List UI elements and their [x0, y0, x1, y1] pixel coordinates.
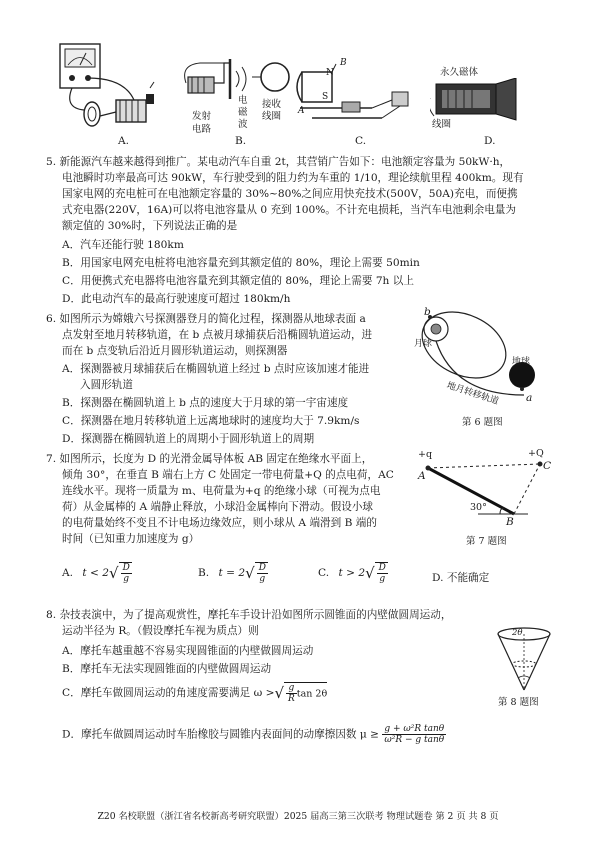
q8-opt-d-den: ω²R − g tanθ: [384, 735, 445, 745]
fig7-label-B: B: [506, 516, 514, 528]
q7-opt-a-den: g: [123, 574, 130, 584]
q6-option-d: D．探测器在椭圆轨道上的周期小于圆形轨道上的周期: [62, 433, 315, 445]
top-figures: [0, 0, 596, 150]
q8-option-c: [62, 682, 327, 704]
fig7-caption: 第 7 题图: [466, 536, 507, 547]
q6-option-a-cont: 入圆形轨道: [80, 379, 133, 391]
sqrt-symbol: √: [245, 564, 255, 582]
fig6-label-b: b: [424, 306, 431, 318]
q7-opt-a-num: D: [122, 563, 130, 573]
q7-line-2: 倾角 30°，在垂直 B 端右上方 C 处固定一带电荷量+Q 的点电荷，AC: [62, 469, 394, 481]
figure-b-label: B.: [235, 135, 247, 147]
q5-line-3: 国家电网的充电桩可在电池额定容量的 30%~80%之间应用快充技术(500V，50A)充电，而便携: [62, 188, 518, 200]
figure-a-galvanometer: [54, 38, 174, 138]
fig7-label-angle: 30°: [470, 502, 487, 513]
q7-opt-b-den: g: [259, 574, 266, 584]
q8-line-2: 运动半径为 R。（假设摩托车视为质点）则: [62, 625, 259, 637]
label-A: A: [298, 106, 305, 116]
fig6-label-track: 地月转移轨道: [445, 380, 500, 408]
q8-opt-c-num: g: [286, 683, 297, 694]
figure-c-magnet-rails: [292, 62, 422, 132]
q8-option-d: [62, 724, 446, 745]
fig6-label-a: a: [526, 392, 533, 404]
q7-opt-c-prefix: C.: [318, 567, 330, 579]
q8-option-b: B．摩托车无法实现圆锥面的内壁做圆周运动: [62, 663, 272, 675]
q7-option-d: D. 不能确定: [432, 572, 490, 584]
fig6-label-earth: 地球: [512, 357, 531, 367]
figure-7-incline: [408, 450, 558, 535]
q7-line-4: 荷）从金属棒的 A 端静止释放，小球沿金属棒向下滑动。假设小球: [62, 501, 374, 513]
q5-line-5: 额定值的 30%时，下列说法正确的是: [62, 220, 238, 232]
label-bo: 波: [238, 119, 248, 130]
q7-option-b: [198, 562, 268, 584]
q7-opt-c-num: D: [378, 563, 386, 573]
fig7-label-A: A: [418, 470, 426, 482]
label-B: B: [340, 58, 347, 68]
q8-opt-c-prefix: C．摩托车做圆周运动的角速度需要满足 ω >: [62, 687, 275, 699]
q8-option-a: A．摩托车越重越不容易实现圆锥面的内壁做圆周运动: [62, 645, 314, 657]
q5-option-b: B．用国家电网充电桩将电池容量充到其额定值的 80%，理论上需要 50min: [62, 257, 420, 269]
label-N: N: [326, 68, 334, 78]
fig6-label-moon: 月球: [414, 339, 433, 349]
label-xianquan: 线圈: [262, 111, 282, 122]
fig8-caption: 第 8 题图: [498, 697, 539, 708]
q6-line-1: 6. 如图所示为嫦娥六号探测器登月的简化过程，探测器从地球表面 a: [46, 313, 366, 325]
q7-line-6: 时间（已知重力加速度为 g）: [62, 533, 200, 545]
q6-line-2: 点发射至地月转移轨道，在 b 点被月球捕获后沿椭圆轨道运动，进: [62, 329, 373, 341]
q6-option-c: C．探测器在地月转移轨道上远离地球时的速度均大于 7.9km/s: [62, 415, 360, 427]
fig7-label-C: C: [543, 460, 552, 472]
q7-opt-c-den: g: [379, 574, 386, 584]
q7-opt-b-num: D: [258, 563, 266, 573]
q7-opt-b-prefix: B.: [198, 567, 210, 579]
figure-d-label: D.: [484, 135, 496, 147]
q8-opt-d-prefix: D．摩托车做圆周运动时车胎橡胶与圆锥内表面间的动摩擦因数 μ ≥: [62, 728, 380, 741]
label-magnet: 永久磁体: [440, 67, 479, 78]
q7-opt-b-rel: t = 2: [218, 567, 246, 579]
q5-line-1: 5. 新能源汽车越来越得到推广。某电动汽车自重 2t，其营销广告如下：电池额定容量为 50kW·h，: [46, 156, 511, 168]
label-coil: 线圈: [432, 119, 452, 130]
q5-option-c: C．用便携式充电器将电池容量充到其额定值的 80%，理论上需要 7h 以上: [62, 275, 414, 287]
sqrt-symbol: √: [365, 564, 375, 582]
label-S: S: [322, 92, 329, 102]
q7-opt-c-rel: t > 2: [338, 567, 366, 579]
q7-line-3: 连线水平。现将一质量为 m、电荷量为+q 的绝缘小球（可视为点电: [62, 485, 381, 497]
q7-line-1: 7. 如图所示，长度为 D 的光滑金属导体板 AB 固定在绝缘水平面上，: [46, 453, 373, 465]
figure-a-label: A.: [118, 135, 130, 147]
q8-opt-c-den: R: [288, 694, 295, 704]
q7-option-a: [62, 562, 132, 584]
figure-c-label: C.: [355, 135, 367, 147]
fig8-label-angle: 2θ: [512, 628, 523, 638]
label-jieshou: 接收: [262, 99, 282, 110]
sqrt-symbol: √: [109, 564, 119, 582]
fig7-label-q: +q: [418, 449, 433, 460]
q6-line-3: 而在 b 点变轨后沿近月圆形轨道运动，则探测器: [62, 345, 288, 357]
page-footer: Z20 名校联盟（浙江省名校新高考研究联盟）2025 届高三第三次联考 物理试题卷 第 2 页 共 8 页: [97, 811, 499, 822]
label-fashe: 发射: [192, 111, 212, 122]
q8-line-1: 8. 杂技表演中，为了提高观赏性，摩托车手设计沿如图所示圆锥面的内壁做圆周运动，: [46, 609, 452, 621]
label-dian: 电: [238, 95, 248, 106]
sqrt-symbol: √: [274, 684, 285, 702]
q7-option-c: [318, 562, 388, 584]
q8-opt-c-tail: tan 2θ: [296, 688, 328, 700]
q7-line-5: 的电荷量始终不变且不计电场边缘效应，则小球从 A 端滑到 B 端的: [62, 517, 377, 529]
fig6-caption: 第 6 题图: [462, 417, 503, 428]
label-dianlu: 电路: [192, 124, 212, 135]
q8-opt-d-num: g + ω²R tanθ: [384, 724, 445, 734]
q6-option-a: A．探测器被月球捕获后在椭圆轨道上经过 b 点时应该加速才能进: [62, 363, 370, 375]
fig7-label-Q: +Q: [528, 448, 544, 459]
q7-opt-a-prefix: A.: [62, 567, 74, 579]
q5-option-d: D．此电动汽车的最高行驶速度可超过 180km/h: [62, 293, 291, 305]
label-ci: 磁: [238, 107, 248, 118]
q5-line-4: 式充电器(220V，16A)可以将电池容量从 0 充到 100%。不计充电损耗，当汽车电池剩余电量为: [62, 204, 516, 216]
q7-opt-a-rel: t < 2: [82, 567, 110, 579]
figure-8-cone: [494, 612, 554, 694]
q6-option-b: B．探测器在椭圆轨道上 b 点的速度大于月球的第一宇宙速度: [62, 397, 349, 409]
q5-option-a: A．汽车还能行驶 180km: [62, 239, 184, 251]
q5-line-2: 电池瞬时功率最高可达 90kW，车行驶受到的阻力约为车重的 1/10，理论续航里程 400km。现有: [62, 172, 524, 184]
